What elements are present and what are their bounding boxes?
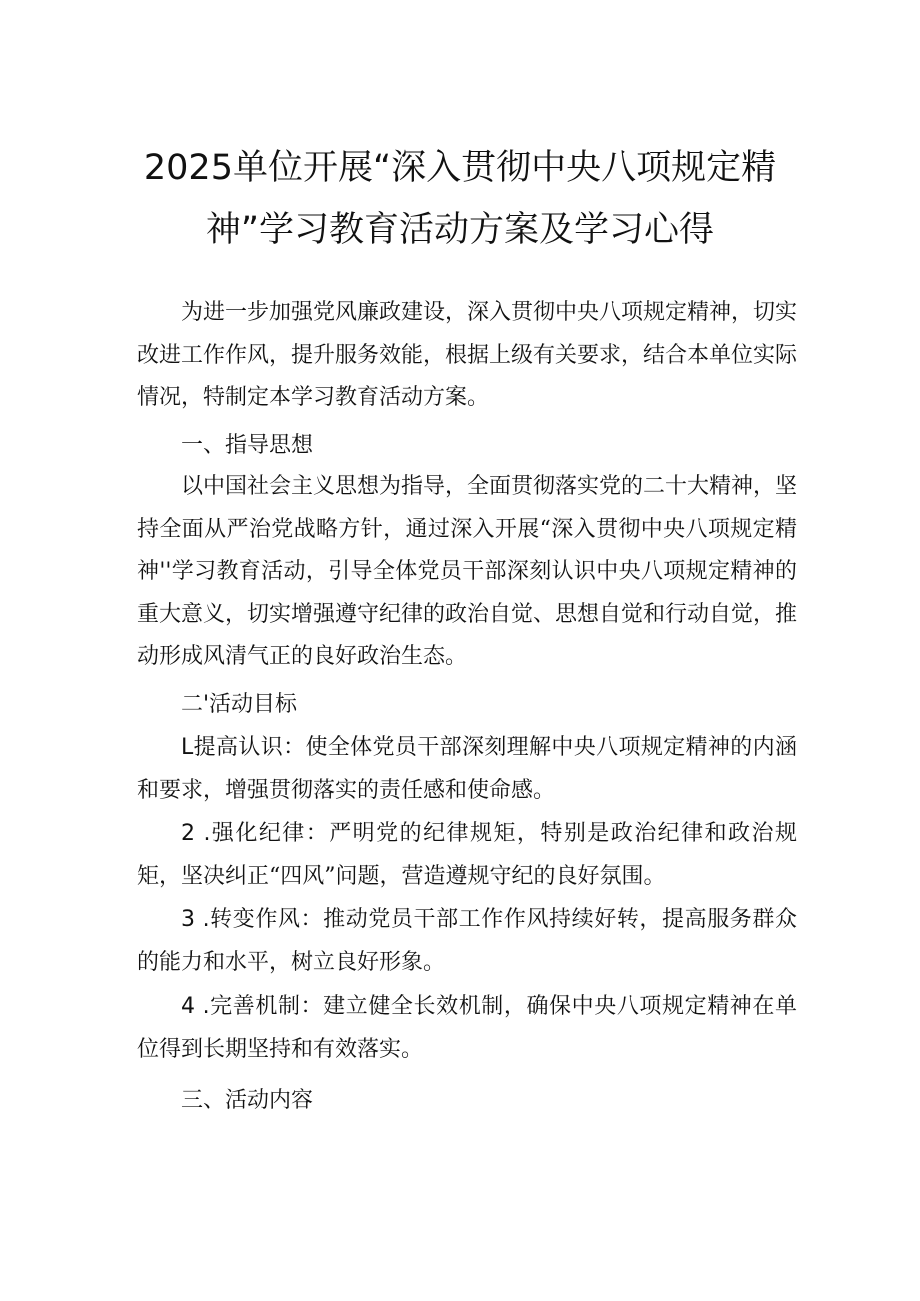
goal-item-2-separator: ： <box>305 821 330 846</box>
document-title-line-2: 神”学习教育活动方案及学习心得 <box>205 210 715 250</box>
goal-item-1 <box>137 727 797 812</box>
guiding-ideology-paragraph: 以中国社会主义思想为指导，全面贯彻落实党的二十大精神，坚持全面从严治党战略方针，通过深入开展“深入贯彻中央八项规定精神''学习教育活动，引导全体党员干部深刻认识中央八项规定精神的重大意义，切实增强遵守纪律的政治自觉、思想自觉和行动自觉，推动形成风清气正的良好政治生态。 <box>137 474 798 669</box>
section-heading-activity-content: 三、活动内容 <box>181 1088 314 1113</box>
intro-paragraph: 为进一步加强党风廉政建设，深入贯彻中央八项规定精神，切实改进工作作风，提升服务效能，根据上级有关要求，结合本单位实际情况，特制定本学习教育活动方案。 <box>137 300 798 410</box>
goal-item-3 <box>137 899 797 984</box>
goal-item-4-separator: ： <box>300 994 324 1019</box>
goal-item-1-text: 使全体党员干部深刻理解中央八项规定精神的内涵和要求，增强贯彻落实的责任感和使命感。 <box>137 735 797 803</box>
goal-item-3-label: 3 .转变作风 <box>181 907 301 932</box>
goal-item-3-separator: ： <box>300 907 324 932</box>
goal-item-2 <box>137 813 797 898</box>
section-heading-activity-goals: 二'活动目标 <box>181 692 298 717</box>
goal-item-3-text: 推动党员干部工作作风持续好转，提高服务群众的能力和水平，树立良好形象。 <box>137 907 797 975</box>
goal-item-1-separator: ： <box>283 735 306 760</box>
goal-item-4-label: 4 .完善机制 <box>181 994 301 1019</box>
goal-item-2-text: 严明党的纪律规矩，特别是政治纪律和政治规矩，坚决纠正“四风”问题，营造遵规守纪的良好氛围。 <box>137 821 797 889</box>
goal-item-1-label: L提高认识 <box>181 735 284 760</box>
goal-item-2-label: 2 .强化纪律 <box>181 821 306 846</box>
document-title-line-1: 2025单位开展“深入贯彻中央八项规定精 <box>143 148 777 188</box>
section-heading-guiding-ideology: 一、指导思想 <box>181 433 314 458</box>
goal-item-4 <box>137 986 797 1071</box>
goal-item-4-text: 建立健全长效机制，确保中央八项规定精神在单位得到长期坚持和有效落实。 <box>137 994 797 1062</box>
